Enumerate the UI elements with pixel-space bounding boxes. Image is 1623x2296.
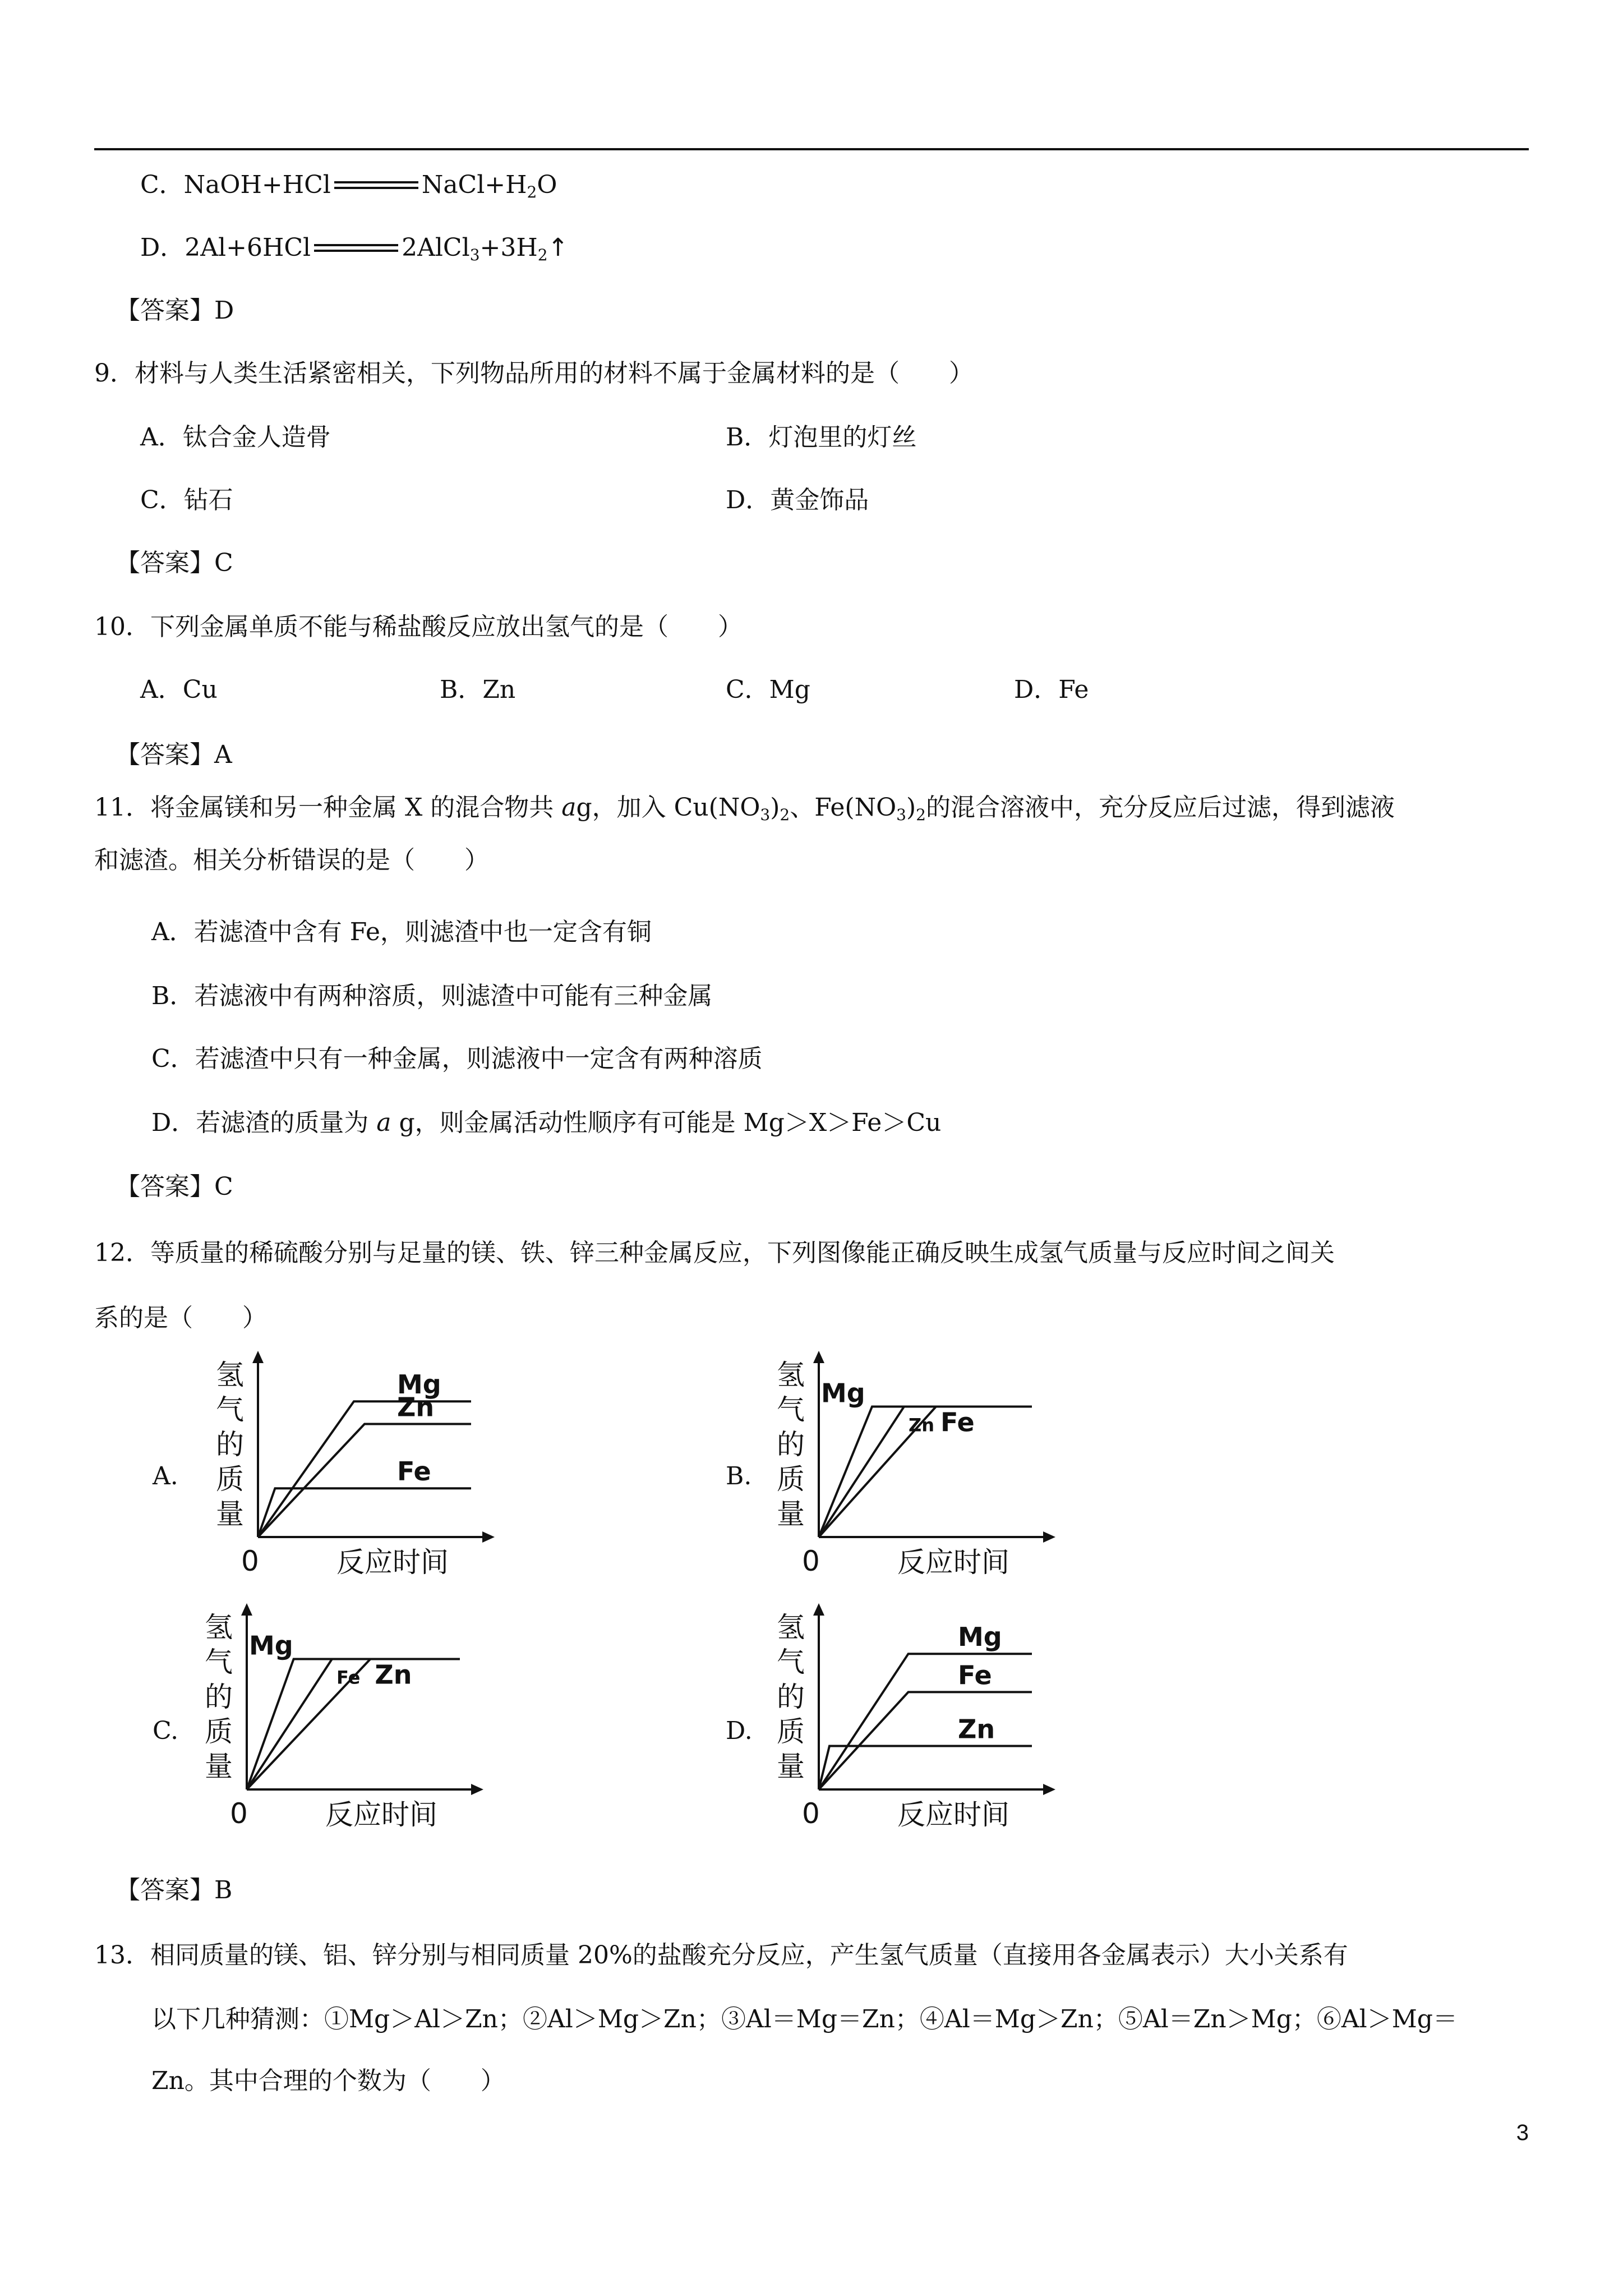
q11-option-d: D．若滤渣的质量为 a g，则金属活动性顺序有可能是 Mg＞X＞Fe＞Cu — [151, 1108, 942, 1137]
q10-option-b: B．Zn — [440, 675, 516, 704]
chart-d-svg — [802, 1604, 1077, 1831]
q11-option-c: C．若滤渣中只有一种金属，则滤液中一定含有两种溶质 — [151, 1045, 763, 1073]
x-axis-arrow-icon — [471, 1784, 483, 1795]
chart-c-ylabel: 氢气的质量 — [205, 1611, 233, 1783]
q9-stem: 9．材料与人类生活紧密相关，下列物品所用的材料不属于金属材料的是（ ） — [94, 359, 974, 388]
q9-option-a: A．钛合金人造骨 — [140, 423, 331, 452]
series-line-zn — [258, 1424, 471, 1538]
series-line-zn — [819, 1746, 1032, 1790]
x-axis-label: 反应时间 — [897, 1798, 1009, 1831]
y-axis-arrow-icon — [813, 1351, 824, 1363]
q11-stem-line2: 和滤渣。相关分析错误的是（ ） — [94, 846, 489, 875]
x-axis-label: 反应时间 — [325, 1798, 437, 1831]
header-rule — [94, 148, 1529, 150]
series-line-mg — [819, 1654, 1032, 1789]
q12-answer: 【答案】B — [116, 1876, 233, 1904]
q13-stem-line3: Zn。其中合理的个数为（ ） — [151, 2067, 505, 2095]
series-line-zn — [247, 1659, 460, 1790]
q8-option-d: D．2Al+6HCl $2AlCl_3+3H_2↑$ — [140, 233, 569, 264]
x-axis-label: 反应时间 — [336, 1546, 449, 1579]
q11-option-a: A．若滤渣中含有 Fe，则滤渣中也一定含有铜 — [151, 918, 652, 946]
q11-option-b: B．若滤液中有两种溶质，则滤渣中可能有三种金属 — [151, 982, 713, 1010]
series-label-mg: Mg — [958, 1622, 1002, 1653]
chart-c-svg — [230, 1604, 505, 1831]
series-label-zn: Zn — [958, 1714, 995, 1745]
y-axis-arrow-icon — [241, 1603, 252, 1616]
origin-label: 0 — [241, 1545, 259, 1577]
q9-option-c: C．钻石 — [140, 486, 233, 514]
q9-answer: 【答案】C — [116, 549, 233, 577]
series-label-fe: Fe — [336, 1667, 361, 1688]
chart-c-option-label: C. — [153, 1717, 179, 1745]
chart-a — [241, 1352, 516, 1579]
chart-d — [802, 1604, 1077, 1831]
series-line-mg — [258, 1401, 471, 1537]
q9-option-b: B．灯泡里的灯丝 — [726, 423, 917, 452]
chart-c — [230, 1604, 505, 1831]
x-axis-arrow-icon — [1043, 1531, 1055, 1543]
series-label-fe: Fe — [958, 1660, 992, 1691]
chart-b-ylabel: 氢气的质量 — [777, 1359, 805, 1530]
q10-stem: 10．下列金属单质不能与稀盐酸反应放出氢气的是（ ） — [94, 613, 743, 641]
chart-d-ylabel: 氢气的质量 — [777, 1611, 805, 1783]
series-line-fe — [258, 1488, 471, 1537]
q10-answer: 【答案】A — [116, 740, 232, 769]
series-label-zn: Zn — [375, 1659, 412, 1690]
q10-option-a: A．Cu — [140, 675, 218, 704]
chart-b-option-label: B. — [726, 1462, 752, 1490]
x-axis-label: 反应时间 — [897, 1546, 1009, 1579]
q10-option-c: C．Mg — [726, 675, 810, 704]
y-axis-arrow-icon — [813, 1603, 824, 1616]
y-axis-arrow-icon — [252, 1351, 264, 1363]
q8-answer: 【答案】D — [116, 296, 234, 325]
series-label-fe: Fe — [940, 1407, 975, 1438]
chart-b — [802, 1352, 1077, 1579]
origin-label: 0 — [802, 1545, 820, 1577]
series-label-mg: Mg — [397, 1369, 441, 1400]
equals-sign — [314, 244, 398, 252]
origin-label: 0 — [230, 1797, 248, 1830]
gas-arrow-icon: ↑ — [547, 233, 569, 262]
equals-sign — [334, 181, 418, 189]
q13-stem-line1: 13．相同质量的镁、铝、锌分别与相同质量 20%的盐酸充分反应，产生氢气质量（直接用各金属表示）大小关系有 — [94, 1941, 1348, 1970]
chart-a-svg — [241, 1352, 516, 1579]
q11-stem-line1: 11．将金属镁和另一种金属 X 的混合物共 ag，加入 $Cu(NO_3)_2$、$Fe(NO_3)_2$的混合溶液中，充分反应后过滤，得到滤液 — [94, 793, 1395, 824]
chart-b-svg — [802, 1352, 1077, 1579]
chart-a-ylabel: 氢气的质量 — [216, 1359, 244, 1530]
q10-option-d: D．Fe — [1014, 675, 1089, 704]
series-label-fe: Fe — [397, 1456, 431, 1487]
origin-label: 0 — [802, 1797, 820, 1830]
series-label-zn: Zn — [909, 1414, 934, 1436]
series-label-mg: Mg — [249, 1630, 293, 1661]
chart-a-option-label: A. — [153, 1462, 178, 1490]
series-label-zn: Zn — [397, 1392, 435, 1423]
x-axis-arrow-icon — [1043, 1784, 1055, 1795]
q12-stem-line1: 12．等质量的稀硫酸分别与足量的镁、铁、锌三种金属反应，下列图像能正确反映生成氢气质量与反应时间之间关 — [94, 1239, 1335, 1267]
q9-option-d: D．黄金饰品 — [726, 486, 869, 514]
q8-option-c: C．NaOH+HCl $NaCl+H_2O$ — [140, 171, 557, 201]
q13-stem-line2: 以下几种猜测：①Mg＞Al＞Zn；②Al＞Mg＞Zn；③Al＝Mg＝Zn；④Al＝Mg＞Zn；⑤Al＝Zn＞Mg；⑥Al＞Mg＝ — [151, 2005, 1458, 2033]
chart-d-option-label: D. — [726, 1717, 753, 1745]
q11-answer: 【答案】C — [116, 1172, 233, 1201]
q12-stem-line2: 系的是（ ） — [94, 1304, 267, 1332]
series-label-mg: Mg — [821, 1378, 865, 1409]
x-axis-arrow-icon — [482, 1531, 495, 1543]
page-number: 3 — [1516, 2120, 1529, 2145]
